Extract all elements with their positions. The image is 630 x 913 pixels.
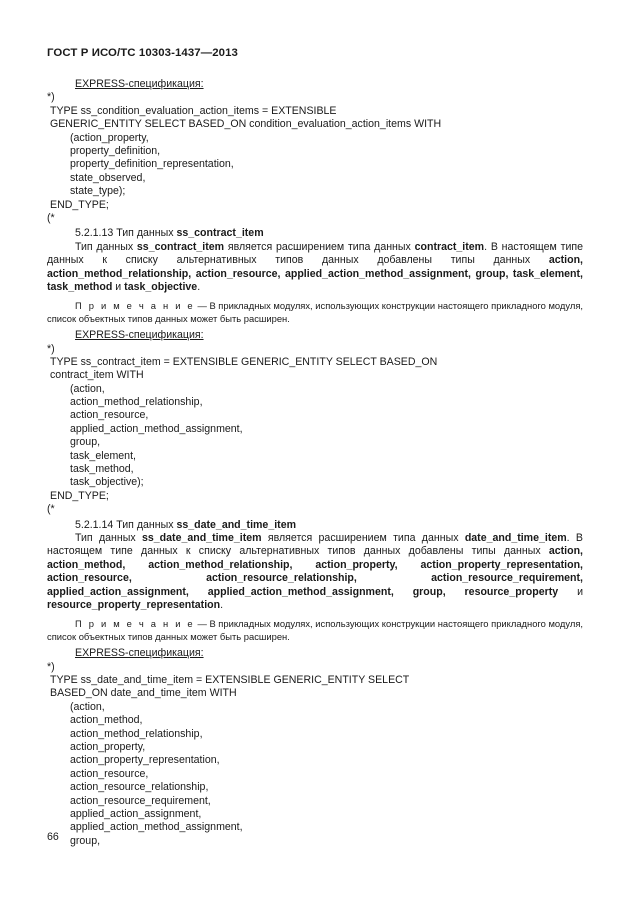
select-item: action_method, — [70, 714, 143, 727]
type-declaration: TYPE ss_contract_item = EXTENSIBLE GENERIC_ENTITY SELECT BASED_ON — [50, 355, 438, 368]
select-list — [47, 132, 583, 199]
select-item: task_element, — [70, 449, 136, 462]
select-item: group, — [70, 436, 101, 449]
select-item: state_observed, — [70, 171, 146, 184]
express-spec-label: EXPRESS-спецификация: — [75, 329, 204, 342]
select-item: action_property, — [70, 741, 146, 753]
comment-open: *) — [47, 91, 55, 104]
select-item: action_method_relationship, — [70, 727, 203, 740]
comment-close: (* — [47, 211, 55, 224]
type-declaration-cont: BASED_ON date_and_time_item WITH — [50, 687, 237, 700]
express-spec-label: EXPRESS-спецификация: — [75, 647, 204, 660]
select-item: property_definition_representation, — [70, 158, 234, 171]
section-heading: 5.2.1.14 Тип данных ss_date_and_time_item — [75, 518, 297, 531]
select-item: property_definition, — [70, 144, 161, 157]
select-item: action_property_representation, — [70, 754, 220, 767]
type-declaration: TYPE ss_date_and_time_item = EXTENSIBLE GENERIC_ENTITY SELECT — [50, 674, 410, 687]
select-item: action_resource, — [70, 409, 149, 422]
select-item: (action, — [70, 700, 105, 713]
page-content — [47, 78, 583, 848]
comment-close: (* — [47, 503, 55, 516]
select-item: task_method, — [70, 463, 134, 476]
type-declaration: TYPE ss_condition_evaluation_action_items = EXTENSIBLE — [50, 104, 337, 117]
select-item: task_objective); — [70, 476, 144, 489]
section-paragraph: Тип данных ss_contract_item является расширением типа данных contract_item. В настоящем типе данных к списку альтернативных типов данных добавлены типы данных action, action_method_relationship, action_resource, applied_action_method_assignment, group, task_element, task_method и task_objective. — [47, 240, 584, 293]
select-item: action_method_relationship, — [70, 396, 203, 409]
comment-open: *) — [47, 342, 55, 355]
page-number: 66 — [47, 831, 59, 843]
select-item: (action_property, — [70, 131, 149, 144]
select-item: group, — [70, 834, 101, 847]
select-item: applied_action_method_assignment, — [70, 821, 243, 834]
select-item: action_resource_relationship, — [70, 781, 209, 794]
section-paragraph: Тип данных ss_date_and_time_item является расширением типа данных date_and_time_item. В настоящем типе данных к списку альтернативных типов данных добавлены типы данных action, action_method, action_method_relationship, action_property, action_property_representation, action_resource, action_resource_relationship, action_resource_requirement, applied_action_assignment, applied_action_method_assignment, group, resource_property и resource_property_representation. — [47, 532, 584, 612]
end-type: END_TYPE; — [50, 489, 109, 502]
page-header: ГОСТ Р ИСО/ТС 10303-1437—2013 — [47, 47, 238, 59]
select-item: applied_action_method_assignment, — [70, 422, 243, 435]
section-heading: 5.2.1.13 Тип данных ss_contract_item — [75, 227, 264, 240]
select-item: action_resource_requirement, — [70, 794, 211, 807]
type-declaration-cont: contract_item WITH — [50, 369, 144, 382]
note: П р и м е ч а н и е — В прикладных модулях, использующих конструкции настоящего прикладного модуля, список объектных типов данных может быть расширен. — [47, 618, 583, 642]
note: П р и м е ч а н и е — В прикладных модулях, использующих конструкции настоящего прикладного модуля, список объектных типов данных может быть расширен. — [47, 300, 583, 324]
end-type: END_TYPE; — [50, 198, 109, 211]
type-declaration-cont: GENERIC_ENTITY SELECT BASED_ON condition_evaluation_action_items WITH — [50, 118, 442, 131]
select-list — [47, 701, 583, 848]
select-item: state_type); — [70, 185, 126, 198]
select-item: (action, — [70, 382, 105, 395]
select-list — [47, 383, 583, 490]
select-item: action_resource, — [70, 767, 149, 780]
comment-open: *) — [47, 660, 55, 673]
express-spec-label: EXPRESS-спецификация: — [75, 78, 204, 90]
select-item: applied_action_assignment, — [70, 807, 202, 820]
